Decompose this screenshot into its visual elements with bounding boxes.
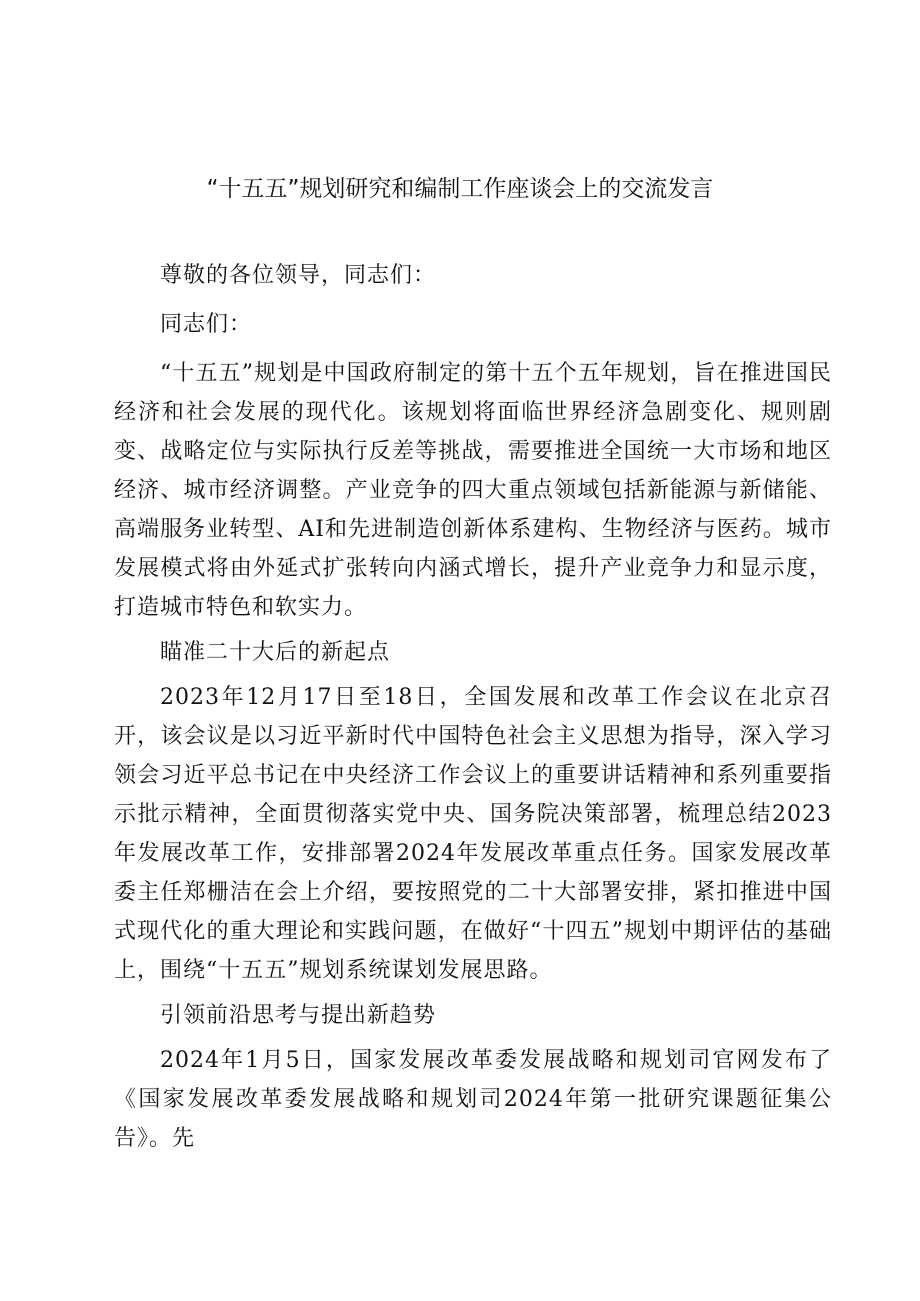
salutation: 尊敬的各位领导，同志们：: [160, 263, 437, 288]
section-heading-2: 引领前沿思考与提出新趋势: [160, 1003, 437, 1028]
document-title: “十五五”规划研究和编制工作座谈会上的交流发言: [206, 176, 714, 202]
paragraph-2: 2023年12月17日至18日，全国发展和改革工作会议在北京召开，该会议是以习近平新时代中国特色社会主义思想为指导，深入学习领会习近平总书记在中央经济工作会议上的重要讲话精神和系列重要指示批示精神，全面贯彻落实党中央、国务院决策部署，梳理总结2023年发展改革工作，安排部署2024年发展改革重点任务。国家发展改革委主任郑栅洁在会上介绍，要按照党的二十大部署安排，紧扣推进中国式现代化的重大理论和实践问题，在做好“十四五”规划中期评估的基础上，围绕“十五五”规划系统谋划发展思路。: [114, 685, 832, 983]
greeting: 同志们：: [160, 312, 253, 337]
paragraph-3: 2024年1月5日，国家发展改革委发展战略和规划司官网发布了《国家发展改革委发展战略和规划司2024年第一批研究课题征集公告》。先: [114, 1048, 832, 1151]
document-body: [114, 256, 832, 1158]
section-heading-1: 瞄准二十大后的新起点: [160, 640, 391, 665]
paragraph-1: “十五五”规划是中国政府制定的第十五个五年规划，旨在推进国民经济和社会发展的现代化。该规划将面临世界经济急剧变化、规则剧变、战略定位与实际执行反差等挑战，需要推进全国统一大市场和地区经济、城市经济调整。产业竞争的四大重点领域包括新能源与新储能、高端服务业转型、AI和先进制造创新体系建构、生物经济与医药。城市发展模式将由外延式扩张转向内涵式增长，提升产业竞争力和显示度，打造城市特色和软实力。: [114, 361, 832, 620]
